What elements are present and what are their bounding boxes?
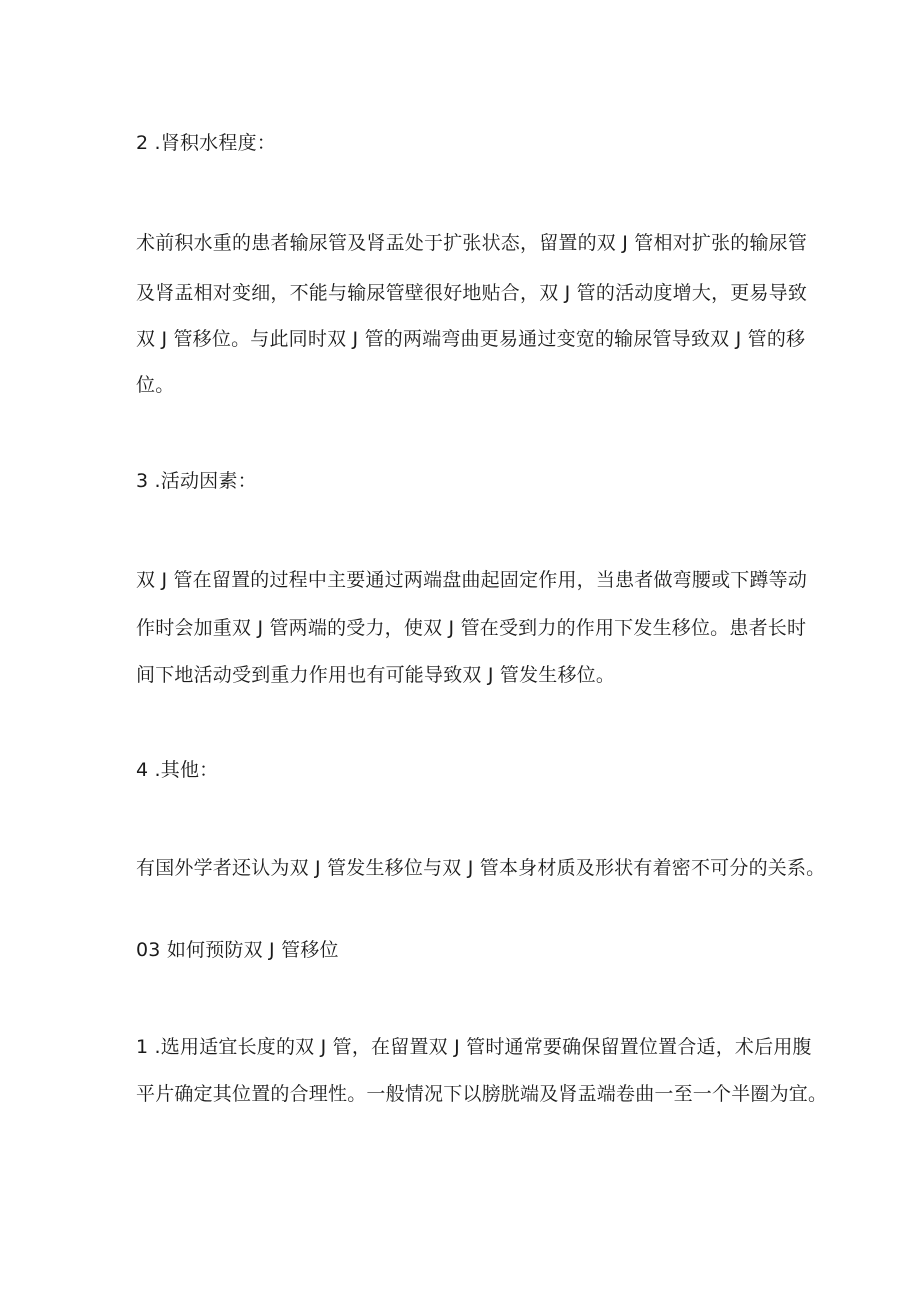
- section-4-body-line: 有国外学者还认为双 J 管发生移位与双 J 管本身材质及形状有着密不可分的关系。: [136, 857, 826, 879]
- section-2-body-line: 术前积水重的患者输尿管及肾盂处于扩张状态，留置的双 J 管相对扩张的输尿管: [136, 232, 808, 254]
- section-2-heading: 2 .肾积水程度：: [136, 132, 276, 154]
- section-2-body-line: 位。: [136, 374, 175, 396]
- section-3-body-line: 间下地活动受到重力作用也有可能导致双 J 管发生移位。: [136, 664, 616, 686]
- section-2-body-line: 双 J 管移位。与此同时双 J 管的两端弯曲更易通过变宽的输尿管导致双 J 管的移: [136, 328, 806, 350]
- chapter-03-heading: 03 如何预防双 J 管移位: [136, 939, 339, 961]
- section-4-heading: 4 .其他：: [136, 759, 219, 781]
- section-3-body-line: 双 J 管在留置的过程中主要通过两端盘曲起固定作用，当患者做弯腰或下蹲等动: [136, 569, 808, 591]
- prevention-1-body-line: 1 .选用适宜长度的双 J 管，在留置双 J 管时通常要确保留置位置合适，术后用腹: [136, 1036, 812, 1058]
- section-3-heading: 3 .活动因素：: [136, 470, 257, 492]
- prevention-1-body-line: 平片确定其位置的合理性。一般情况下以膀胱端及肾盂端卷曲一至一个半圈为宜。: [136, 1083, 828, 1105]
- section-3-body-line: 作时会加重双 J 管两端的受力，使双 J 管在受到力的作用下发生移位。患者长时: [136, 617, 807, 639]
- section-2-body-line: 及肾盂相对变细，不能与输尿管壁很好地贴合，双 J 管的活动度增大，更易导致: [136, 282, 808, 304]
